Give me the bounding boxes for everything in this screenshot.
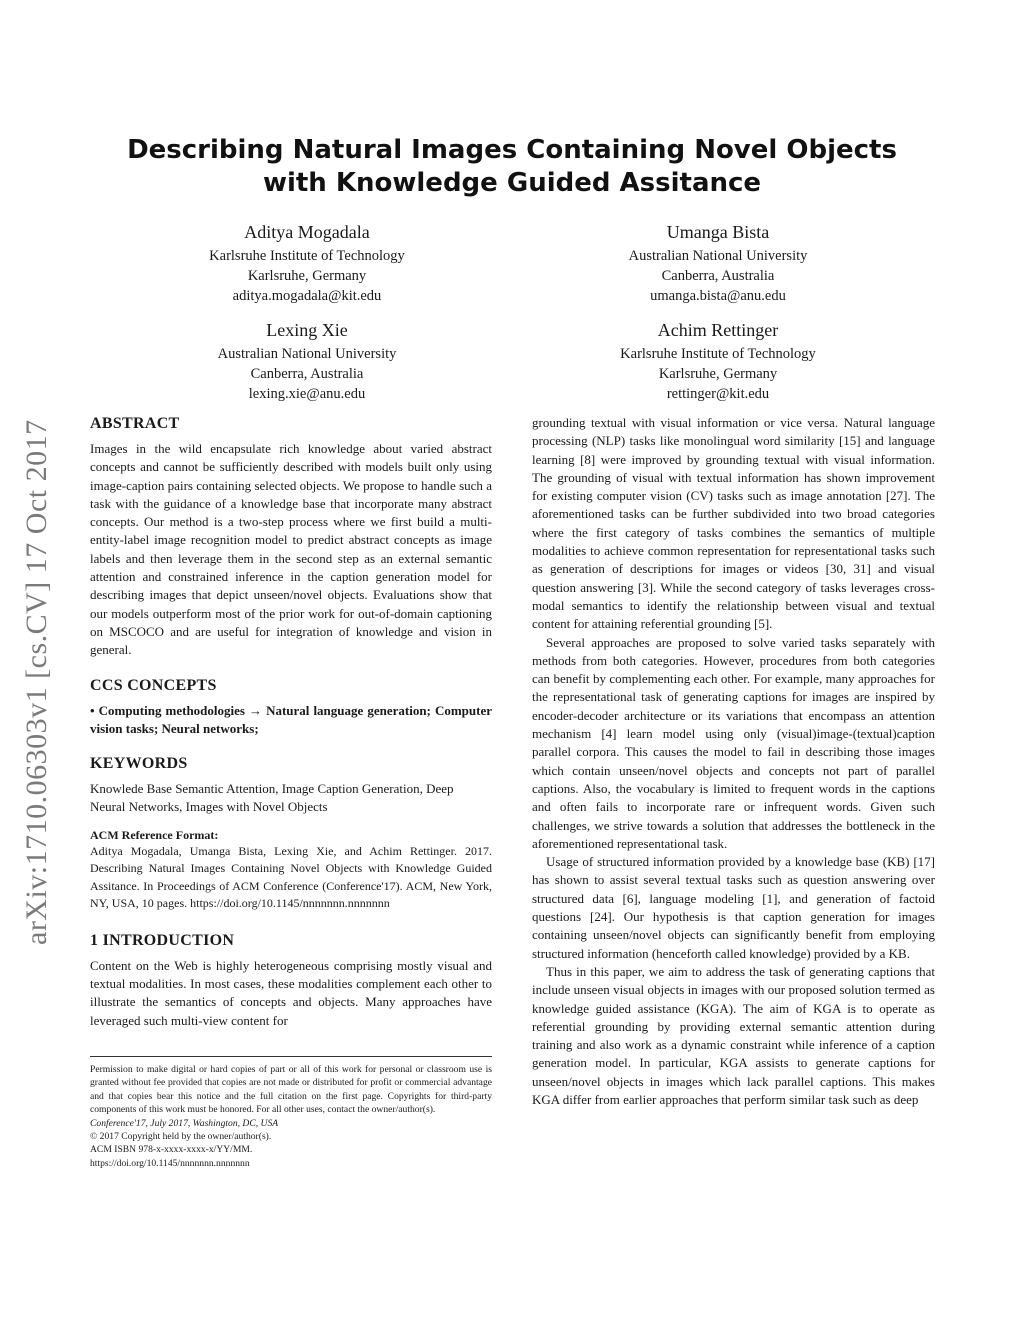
author-location: Canberra, Australia: [250, 366, 364, 382]
ccs-heading: CCS CONCEPTS: [90, 676, 217, 694]
author-affiliation: Karlsruhe Institute of Technology: [620, 346, 816, 362]
permission-notice: Permission to make digital or hard copies of part or all of this work for personal or classroom use is granted without fee provided that copies are not made or distributed for profit or commercial advantage and that copies bear this notice and the full citation on the first page. Copyrights for third-party components of this work must be honored. For all other uses, contact the owner/author(s).: [90, 1064, 492, 1116]
conference-info: Conference'17, July 2017, Washington, DC, USA: [90, 1117, 279, 1129]
author-name: Lexing Xie: [266, 320, 348, 340]
keywords-heading: KEYWORDS: [90, 755, 188, 773]
author-name: Umanga Bista: [666, 222, 770, 242]
doi-link[interactable]: https://doi.org/10.1145/nnnnnnn.nnnnnnn: [90, 1157, 250, 1169]
acm-reference-heading: ACM Reference Format:: [90, 827, 219, 842]
paper-title: Describing Natural Images Containing Novel Objects with Knowledge Guided Assitance: [127, 135, 897, 198]
permission-footnote: [90, 1063, 492, 1170]
author-block: [553, 318, 883, 404]
introduction-paragraph: Content on the Web is highly heterogeneous comprising mostly visual and textual modalities. In most cases, these modalities complement each other to illustrate the semantics of concepts and objects. Many approaches have leveraged such multi-view content for: [90, 957, 492, 1028]
body-paragraph: Several approaches are proposed to solve varied tasks separately with methods from both categories. However, procedures from both categories can benefit by complementing each other. For example, many approaches for the representational task of generating captions for images are inspired by encoder-decoder architecture or its variations that encompass an attention mechanism [4] learn model using only (visual)image-(textual)caption parallel corpora. This causes the model to fail in describing those images which contain unseen/novel objects and concepts not part of parallel captions. Also, the vocabulary is limited to frequent words in the captions and often fails to incorporate rare or infrequent words. Given such challenges, we strive towards a solution that addresses the bottleneck in the aforementioned representational task.: [532, 634, 935, 851]
body-paragraph: Usage of structured information provided by a knowledge base (KB) [17] has shown to assist several textual tasks such as question answering over structured data [6], language modeling [1], and generation of factoid questions [24]. Our hypothesis is that caption generation for images containing unseen/novel objects can significantly benefit from employing structured information (henceforth called knowledge) provided by a KB.: [532, 854, 935, 961]
author-email[interactable]: lexing.xie@anu.edu: [248, 386, 366, 402]
acm-reference-text: Aditya Mogadala, Umanga Bista, Lexing Xie, and Achim Rettinger. 2017. Describing Natural Images Containing Novel Objects with Knowledge Guided Assitance. In Proceedings of ACM Conference (Conference'17). ACM, New York, NY, USA, 10 pages. https://doi.org/10.1145/nnnnnnn.nnnnnnn: [90, 843, 492, 911]
author-location: Karlsruhe, Germany: [658, 366, 778, 382]
abstract-heading: ABSTRACT: [90, 415, 180, 432]
isbn-info: ACM ISBN 978-x-xxxx-xxxx-x/YY/MM.: [90, 1144, 253, 1156]
arxiv-identifier[interactable]: arXiv:1710.06303v1 [cs.CV] 17 Oct 2017: [20, 419, 53, 945]
author-block: [142, 220, 472, 306]
right-column: [532, 414, 935, 1109]
author-affiliation: Australian National University: [217, 346, 397, 362]
author-name: Achim Rettinger: [657, 320, 779, 340]
footnote-divider: [90, 1056, 492, 1057]
keywords-text: Knowlede Base Semantic Attention, Image Caption Generation, Deep Neural Networks, Images with Novel Objects: [90, 781, 454, 815]
author-email[interactable]: umanga.bista@anu.edu: [650, 288, 786, 304]
author-block: [142, 318, 472, 404]
author-email[interactable]: aditya.mogadala@kit.edu: [232, 288, 382, 304]
introduction-heading: 1 INTRODUCTION: [90, 931, 235, 949]
author-affiliation: Karlsruhe Institute of Technology: [209, 248, 405, 264]
author-email[interactable]: rettinger@kit.edu: [666, 386, 770, 402]
abstract-text: Images in the wild encapsulate rich knowledge about varied abstract concepts and cannot be sufficiently described with models built only using image-caption pairs containing selected objects. We propose to handle such a task with the guidance of a knowledge base that incorporate many abstract concepts. Our method is a two-step process where we first build a multi-entity-label image recognition model to predict abstract concepts as image labels and then leverage them in the second step as an external semantic attention and constrained inference in the caption generation model for describing images that depict unseen/novel objects. Evaluations show that our models outperform most of the prior work for out-of-domain captioning on MSCOCO and are useful for integration of knowledge and vision in general.: [90, 441, 492, 658]
body-paragraph: Thus in this paper, we aim to address the task of generating captions that include unseen visual objects in images with our proposed solution termed as knowledge guided assistance (KGA). The aim of KGA is to operate as referential grounding by providing external semantic attention during training and also work as a dynamic constraint while inference of a caption generation model. In particular, KGA assists to generate captions for unseen/novel objects in images which lack parallel captions. This makes KGA differ from earlier approaches that perform similar task such as deep: [532, 963, 935, 1107]
author-block: [553, 220, 883, 306]
author-location: Karlsruhe, Germany: [247, 268, 367, 284]
body-paragraph: grounding textual with visual information or vice versa. Natural language processing (NLP) tasks like monolingual word similarity [15] and language learning [8] were improved by grounding textual with visual information. The grounding of visual with textual information has shown improvement for existing computer vision (CV) tasks such as image annotation [27]. The aforementioned tasks can be further subdivided into two broad categories where the first category of tasks combines the semantics of multiple modalities to achieve common representation for representational tasks such as generation of descriptions for images or videos [30, 31] and visual question answering [3]. While the second category of tasks leverages cross-modal semantics to identify the relationship between visual and textual content for attaining referential grounding [5].: [532, 415, 935, 632]
copyright-notice: © 2017 Copyright held by the owner/author(s).: [90, 1131, 272, 1143]
author-name: Aditya Mogadala: [244, 222, 370, 242]
author-affiliation: Australian National University: [628, 248, 808, 264]
author-location: Canberra, Australia: [661, 268, 775, 284]
left-column: [90, 414, 492, 1030]
ccs-concepts: • Computing methodologies → Natural language generation; Computer vision tasks; Neural networks;: [90, 702, 492, 736]
